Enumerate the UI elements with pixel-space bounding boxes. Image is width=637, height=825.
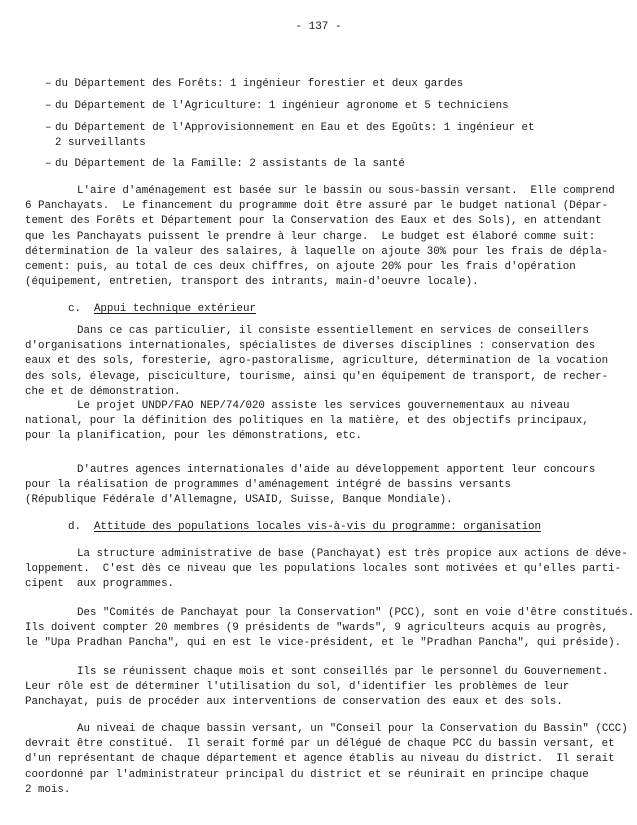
text-line: 6 Panchayats. Le financement du programme doit être assuré par le budget national (Dépar-	[25, 200, 609, 213]
text-line: cement: puis, au total de ces deux chiffres, on ajoute 20% pour les frais d'opération	[25, 260, 576, 273]
bullet-text: 2 surveillants	[55, 137, 146, 150]
section-title: Attitude des populations locales vis-à-vis du programme: organisation	[93, 521, 542, 533]
text-line: Dans ce cas particulier, il consiste essentiellement en services de conseillers	[77, 325, 589, 337]
paragraph-pcc-role	[25, 665, 625, 711]
bullet-text: du Département de la Famille: 2 assistants de la santé	[55, 158, 405, 170]
text-line: d'un représentant de chaque département et agence établis au niveau du district. Il serait	[25, 753, 615, 766]
bullet-text: du Département de l'Agriculture: 1 ingénieur agronome et 5 techniciens	[55, 100, 509, 112]
bullet-item	[45, 121, 534, 151]
paragraph-undp-project	[25, 399, 625, 445]
text-line: eaux et des sols, foresterie, agro-pastoralisme, agriculture, détermination de la vocation	[25, 355, 609, 368]
paragraph-ccc-council	[25, 722, 628, 798]
paragraph-budget	[25, 184, 625, 290]
text-line: che et de démonstration.	[25, 385, 181, 398]
paragraph-pcc-committees	[25, 606, 635, 652]
bullet-item	[45, 99, 509, 114]
text-line: D'autres agences internationales d'aide au développement apportent leur concours	[77, 464, 596, 476]
text-line: La structure administrative de base (Panchayat) est très propice aux actions de déve-	[77, 548, 628, 560]
text-line: coordonné par l'administrateur principal du district et se réunirait en principe chaque	[25, 768, 589, 781]
bullet-dash: –	[45, 100, 52, 112]
text-line: Leur rôle est de déterminer l'utilisation du sol, d'identifier les problèmes de leur	[25, 681, 570, 694]
paragraph-panchayat-structure	[25, 547, 628, 593]
bullet-item	[45, 77, 463, 92]
text-line: pour la planification, pour les démonstrations, etc.	[25, 430, 362, 443]
section-letter: d.	[68, 521, 81, 533]
text-line: L'aire d'aménagement est basée sur le bassin ou sous-bassin versant. Elle comprend	[77, 185, 615, 197]
text-line: Le projet UNDP/FAO NEP/74/020 assiste les services gouvernementaux au niveau	[77, 400, 570, 412]
bullet-dash: –	[45, 158, 52, 170]
text-line: Des "Comités de Panchayat pour la Conservation" (PCC), sont en voie d'être constitués.	[77, 607, 635, 619]
page-number: - 137 -	[295, 21, 342, 33]
section-heading-c	[68, 303, 256, 315]
text-line: détermination de la valeur des salaires, à laquelle on ajoute 30% pour les frais de dépla-	[25, 245, 609, 258]
text-line: loppement. C'est dès ce niveau que les populations locales sont motivées et qu'elles parti-	[25, 563, 622, 576]
bullet-dash: –	[45, 122, 52, 134]
section-title: Appui technique extérieur	[93, 303, 256, 315]
bullet-text: du Département des Forêts: 1 ingénieur forestier et deux gardes	[55, 78, 464, 90]
bullet-dash: –	[45, 78, 52, 90]
text-line: Panchayat, puis de procéder aux interventions de conservation des eaux et des sols.	[25, 696, 563, 709]
bullet-text: du Département de l'Approvisionnement en Eau et des Egoûts: 1 ingénieur et	[55, 122, 535, 134]
text-line: national, pour la définition des politiques en la matière, et des objectifs principaux,	[25, 415, 589, 428]
text-line: le "Upa Pradhan Pancha", qui en est le vice-président, et le "Pradhan Pancha", qui préside).	[25, 637, 622, 650]
text-line: (équipement, entretien, transport des intrants, main-d'oeuvre locale).	[25, 276, 479, 289]
text-line: que les Panchayats puissent le prendre à leur charge. Le budget est élaboré comme suit:	[25, 230, 596, 243]
text-line: devrait être constitué. Il serait formé par un délégué de chaque PCC du bassin versant, et	[25, 738, 615, 751]
text-line: Ils doivent compter 20 membres (9 présidents de "wards", 9 agriculteurs acquis au progrès,	[25, 622, 609, 635]
text-line: tement des Forêts et Département pour la Conservation des Eaux et des Sols), en attendant	[25, 215, 602, 228]
text-line: Ils se réunissent chaque mois et sont conseillés par le personnel du Gouvernement.	[77, 666, 609, 678]
paragraph-other-agencies	[25, 463, 625, 509]
text-line: pour la réalisation de programmes d'aménagement intégré de bassins versants	[25, 479, 511, 492]
text-line: (République Fédérale d'Allemagne, USAID, Suisse, Banque Mondiale).	[25, 494, 453, 507]
paragraph-technical-support	[25, 324, 625, 400]
section-heading-d	[68, 521, 541, 533]
section-letter: c.	[68, 303, 81, 315]
text-line: Au niveai de chaque bassin versant, un "Conseil pour la Conservation du Bassin" (CCC)	[77, 723, 628, 735]
text-line: des sols, élevage, pisciculture, tourisme, ainsi qu'en équipement de transport, de recher-	[25, 370, 609, 383]
bullet-item	[45, 157, 405, 172]
text-line: d'organisations internationales, spécialistes de diverses disciplines : conservation des	[25, 340, 596, 353]
text-line: cipent aux programmes.	[25, 578, 175, 591]
text-line: 2 mois.	[25, 783, 71, 796]
